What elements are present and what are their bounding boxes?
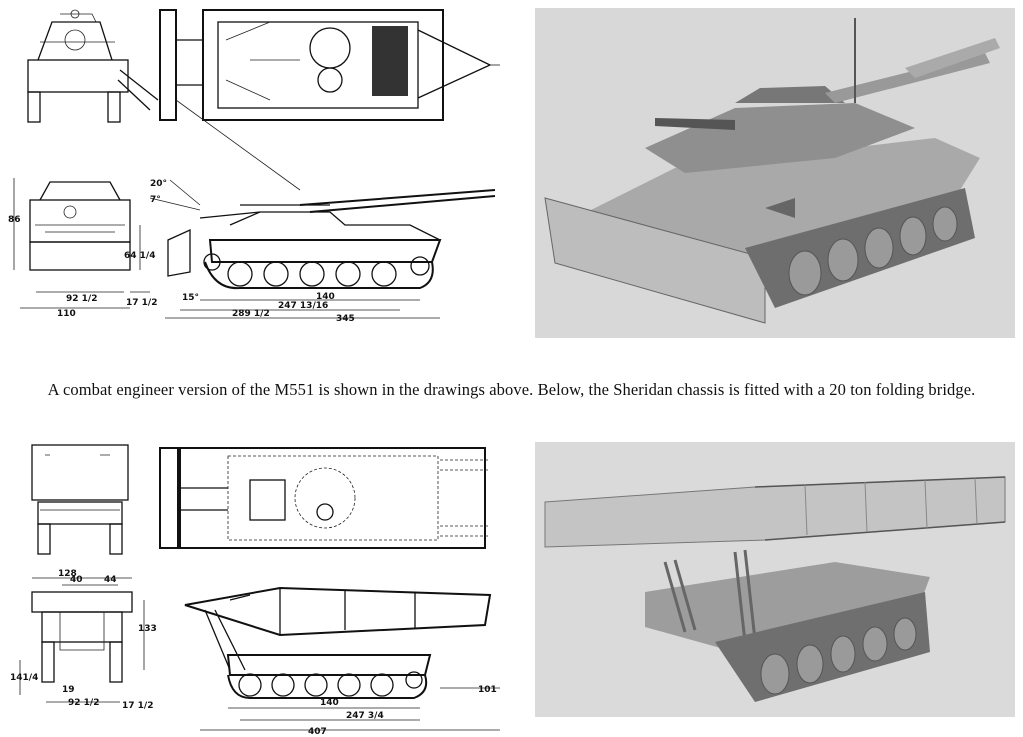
dim-128: 128 xyxy=(58,569,77,579)
dim-101: 101 xyxy=(478,685,497,695)
dim-86: 86 xyxy=(8,215,21,225)
dim-17: 17 1/2 xyxy=(126,298,158,308)
dim-19: 19 xyxy=(62,685,75,695)
dim-110: 110 xyxy=(57,309,76,319)
bulldozer-tank-photo xyxy=(535,8,1015,338)
dim-17-bottom: 17 1/2 xyxy=(122,701,154,711)
dim-44: 44 xyxy=(104,575,117,585)
front-view-bridge-top xyxy=(32,445,128,554)
caption: A combat engineer version of the M551 is shown in the drawings above. Below, the Sheridan chassis is fitted with a 20 ton folding bridge. xyxy=(47,380,976,399)
dim-92: 92 1/2 xyxy=(66,294,98,304)
dim-40: 40 xyxy=(70,575,83,585)
dim-247: 247 13/16 xyxy=(278,301,329,311)
dim-64: 64 1/4 xyxy=(124,251,156,261)
dim-140-bottom: 140 xyxy=(320,698,339,708)
side-view-top xyxy=(150,100,495,324)
front-view-bridge-lower xyxy=(10,569,157,711)
front-view-middle xyxy=(8,178,157,319)
dim-20deg: 20° xyxy=(150,179,168,189)
dim-247-bottom: 247 3/4 xyxy=(346,711,384,721)
front-view-top xyxy=(28,10,158,122)
dim-15deg: 15° xyxy=(182,293,200,303)
bottom-drawing-panel xyxy=(0,440,520,737)
dim-289: 289 1/2 xyxy=(232,309,270,319)
dim-345: 345 xyxy=(336,314,355,324)
bridge-tank-photo xyxy=(535,442,1015,717)
dim-92-bottom: 92 1/2 xyxy=(68,698,100,708)
dim-407: 407 xyxy=(308,727,327,737)
side-view-bridge xyxy=(185,588,500,737)
top-drawing-panel xyxy=(0,0,520,330)
plan-view-bridge xyxy=(160,448,490,548)
dim-140: 140 xyxy=(316,292,335,302)
dim-7deg: 7° xyxy=(150,195,161,205)
dim-141: 141/4 xyxy=(10,673,39,683)
plan-view-top xyxy=(160,10,500,120)
dim-133: 133 xyxy=(138,624,157,634)
